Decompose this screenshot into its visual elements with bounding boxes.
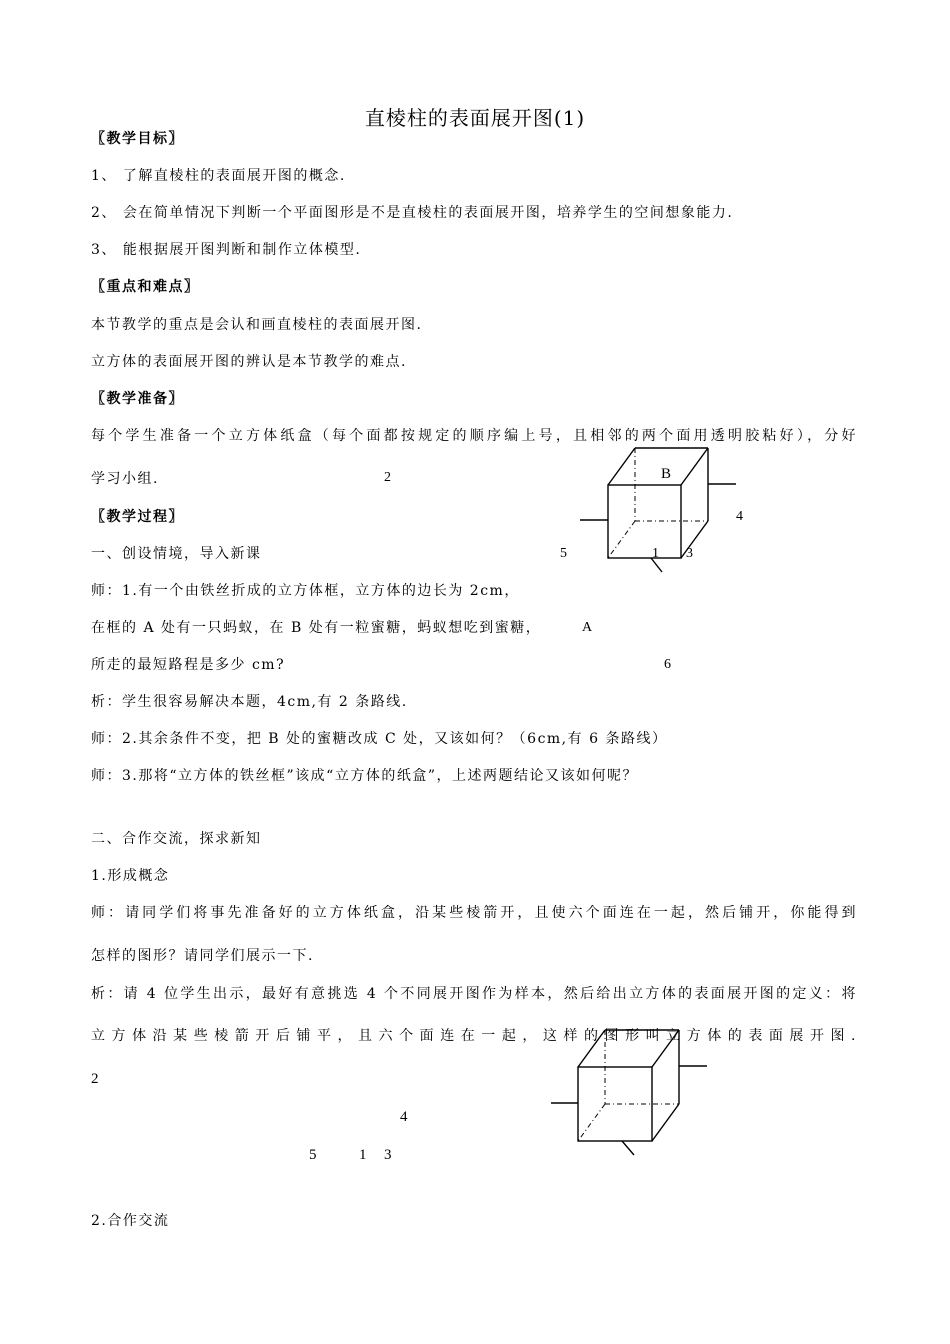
face-label-5: 5: [309, 1147, 317, 1163]
prep-heading: 〖教学准备〗: [91, 391, 184, 407]
part2-line: 2.合作交流: [91, 1213, 170, 1229]
face-label-2: 2: [91, 1071, 99, 1087]
part2-line: 立方体沿某些棱箭开后铺平，且六个面连在一起，这样的图形叫立方体的表面展开图.: [91, 1028, 857, 1044]
part2-line: 二、合作交流，探求新知: [91, 831, 262, 847]
key-item: 立方体的表面展开图的辨认是本节教学的难点.: [91, 354, 407, 370]
process-line: 析：学生很容易解决本题，4cm,有 2 条路线.: [91, 694, 408, 710]
prep-line: 每个学生准备一个立方体纸盒（每个面都按规定的顺序编上号，且相邻的两个面用透明胶粘好），分好: [91, 428, 857, 444]
process-line: 师：1.有一个由铁丝折成的立方体框，立方体的边长为 2cm，: [91, 583, 520, 599]
face-label-3: 3: [384, 1147, 392, 1163]
process-line: 在框的 A 处有一只蚂蚁，在 B 处有一粒蜜糖，蚂蚁想吃到蜜糖，: [91, 620, 542, 636]
point-label-b: B: [661, 466, 672, 482]
process-line: 所走的最短路程是多少 cm?: [91, 657, 286, 673]
goal-item: 3、 能根据展开图判断和制作立体模型.: [91, 242, 362, 258]
face-label-4: 4: [400, 1109, 408, 1125]
process-line: 师：2.其余条件不变，把 B 处的蜜糖改成 C 处，又该如何？（6cm,有 6 条路线）: [91, 731, 668, 747]
process-line: 一、创设情境，导入新课: [91, 546, 262, 562]
part2-line: 师：请同学们将事先准备好的立方体纸盒，沿某些棱箭开，且使六个面连在一起，然后铺开，你能得到: [91, 905, 857, 921]
process-heading: 〖教学过程〗: [91, 509, 184, 525]
face-label-3: 3: [686, 546, 693, 561]
part2-line: 1.形成概念: [91, 868, 170, 884]
face-label-1: 1: [359, 1147, 367, 1163]
page-title: 直棱柱的表面展开图(1): [364, 106, 586, 130]
prep-line: 学习小组.: [91, 471, 159, 487]
part2-line: 析：请 4 位学生出示，最好有意挑选 4 个不同展开图作为样本，然后给出立方体的表面展开图的定义：将: [91, 986, 857, 1002]
key-heading: 〖重点和难点〗: [91, 279, 200, 295]
face-label-1: 1: [652, 546, 659, 561]
face-label-6: 6: [664, 657, 671, 672]
goals-heading: 〖教学目标〗: [91, 131, 184, 147]
key-item: 本节教学的重点是会认和画直棱柱的表面展开图.: [91, 317, 423, 333]
goal-item: 2、 会在简单情况下判断一个平面图形是不是直棱柱的表面展开图，培养学生的空间想象能力.: [91, 205, 734, 221]
goal-item: 1、 了解直棱柱的表面展开图的概念.: [91, 168, 346, 184]
face-label-2: 2: [384, 470, 391, 485]
face-label-5: 5: [560, 546, 567, 561]
process-line: 师：3.那将“立方体的铁丝框”该成“立方体的纸盒”，上述两题结论又该如何呢？: [91, 768, 638, 784]
face-label-4: 4: [736, 509, 743, 524]
part2-line: 怎样的图形？请同学们展示一下.: [91, 948, 314, 964]
point-label-a: A: [582, 620, 593, 635]
